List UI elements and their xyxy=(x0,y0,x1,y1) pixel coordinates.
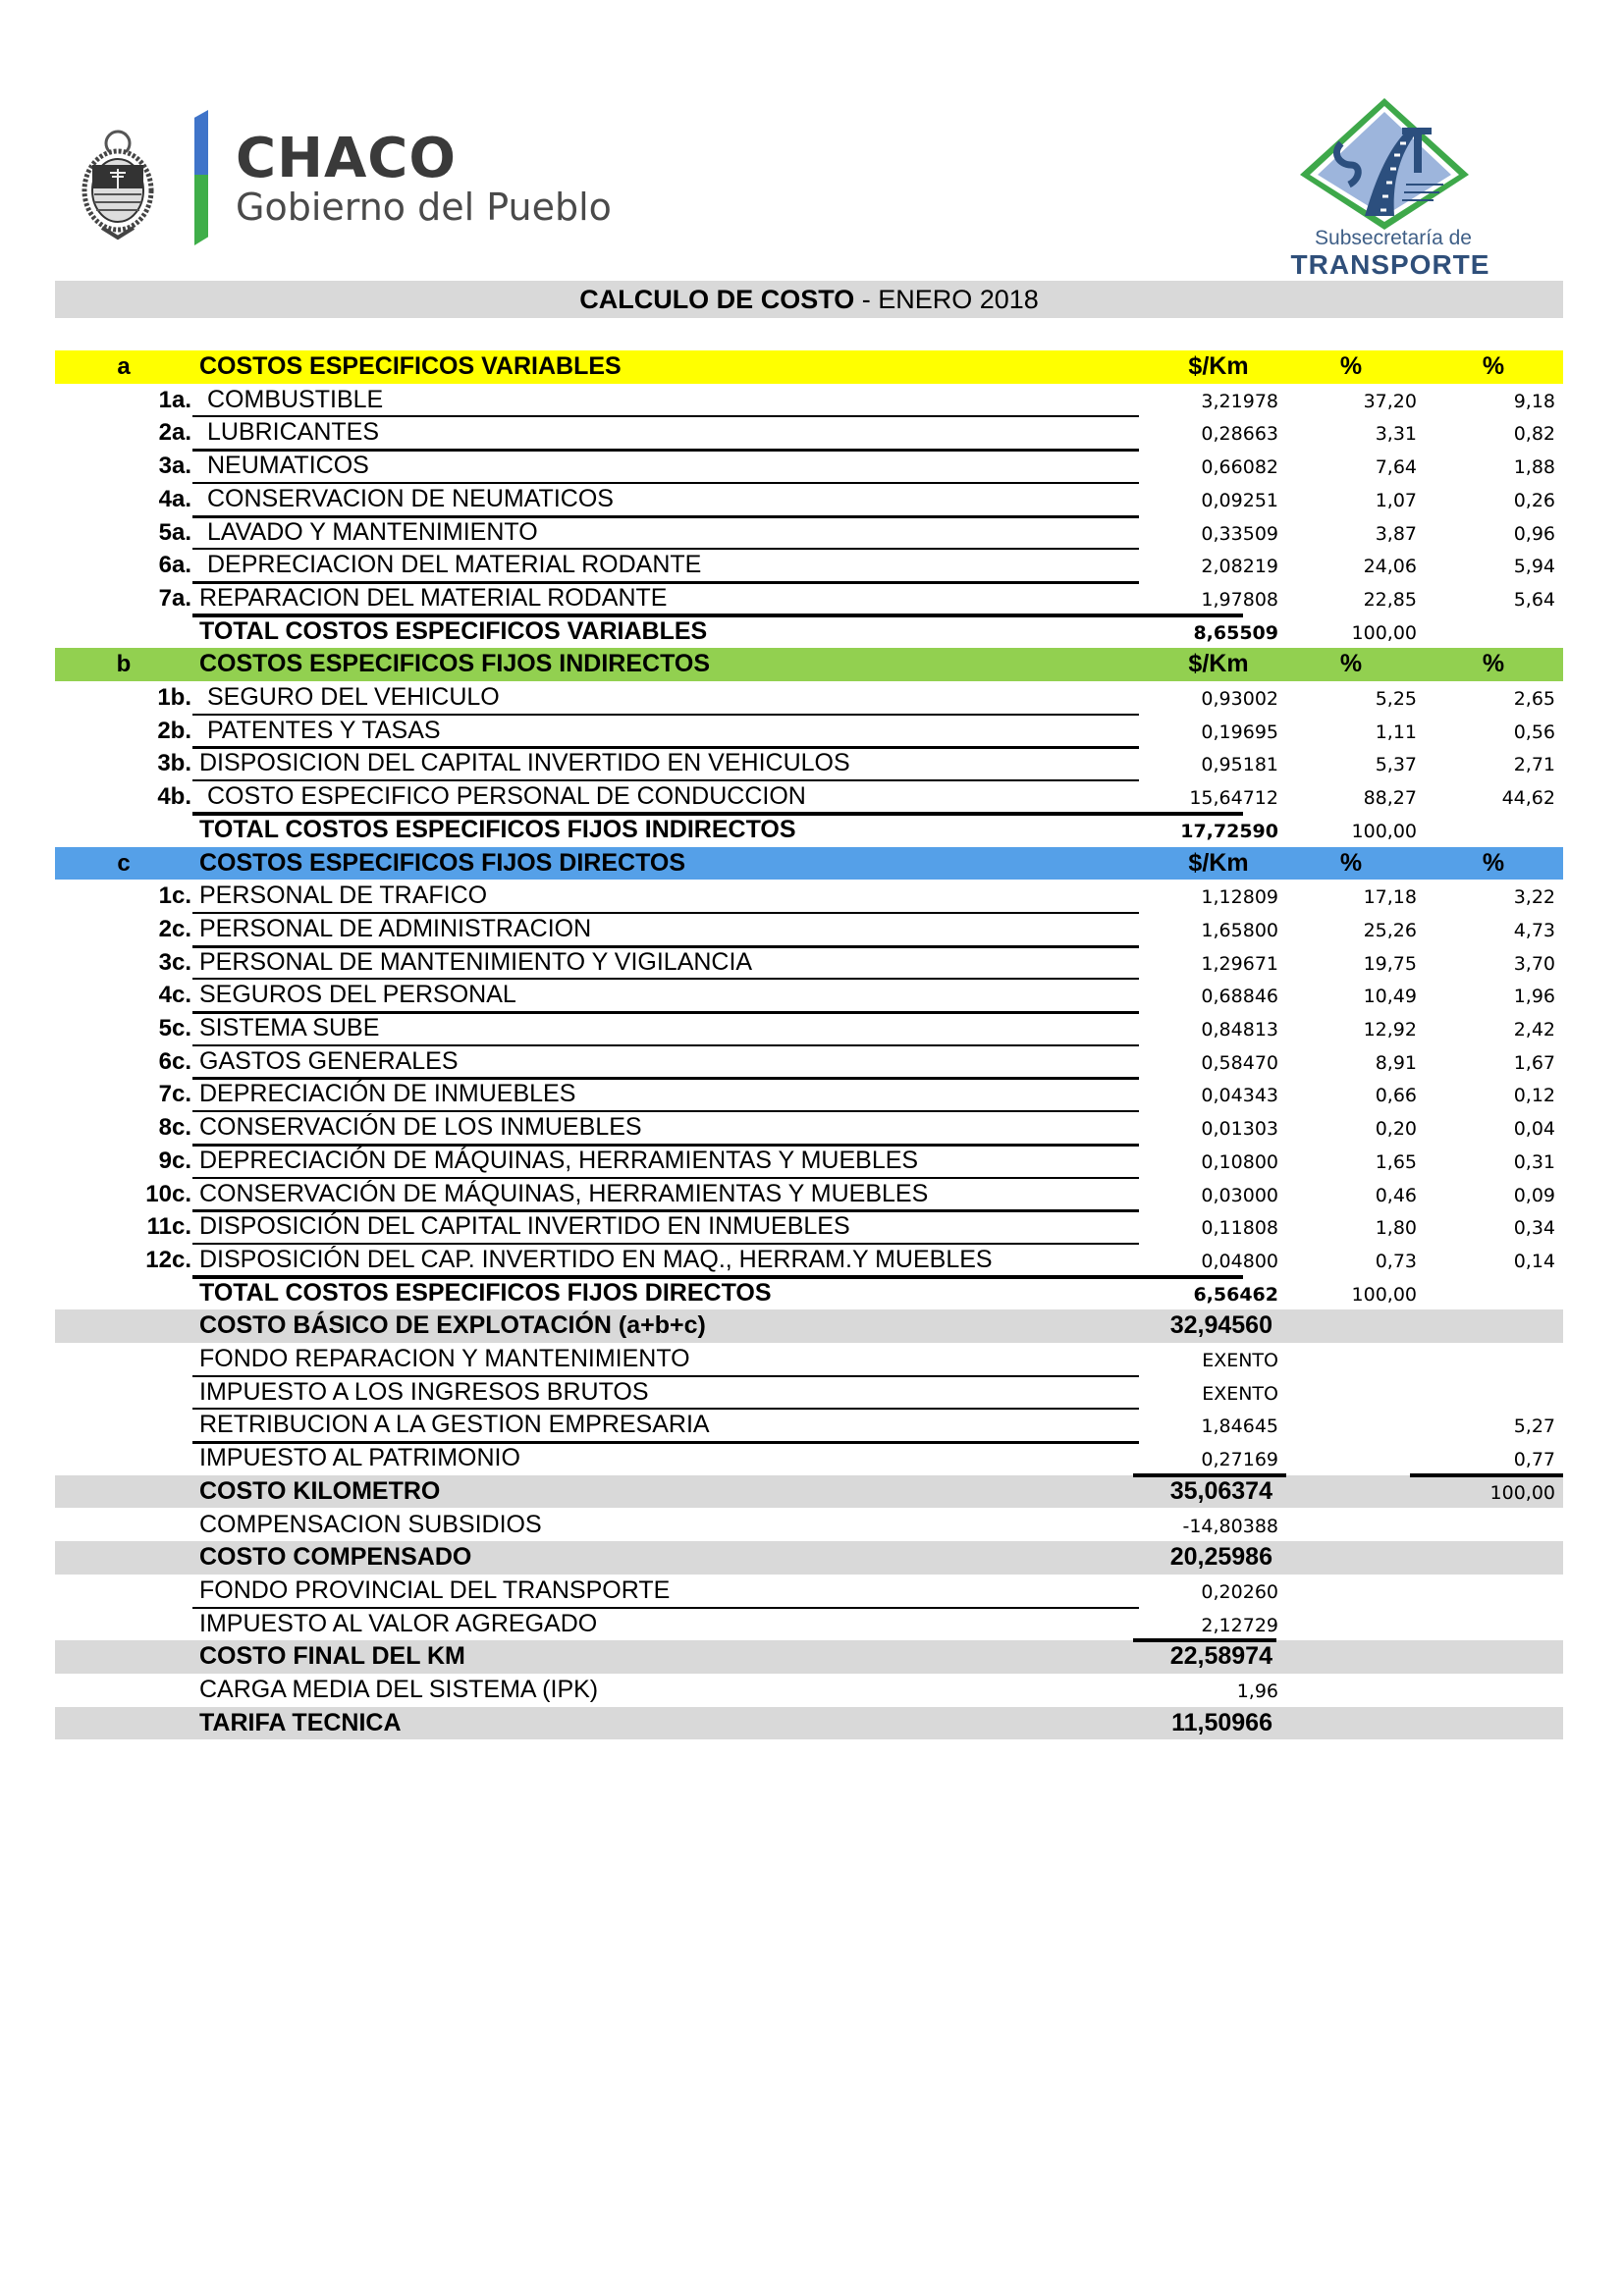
transporte-subtitle: Subsecretaría de xyxy=(1315,227,1472,249)
summary-value: 32,94560 xyxy=(1169,1311,1272,1340)
item-percent-total: 0,96 xyxy=(1513,522,1555,545)
title-period: - ENERO 2018 xyxy=(854,285,1039,314)
total-label: TOTAL COSTOS ESPECIFICOS VARIABLES xyxy=(199,616,708,645)
item-percent-total: 0,12 xyxy=(1513,1085,1555,1107)
item-label: COMBUSTIBLE xyxy=(207,385,384,413)
item-cost-per-km: 0,33509 xyxy=(1201,522,1278,545)
item-percent: 5,25 xyxy=(1375,688,1417,710)
item-percent: 1,07 xyxy=(1375,489,1417,511)
table-row xyxy=(55,747,1563,780)
summary-row-iva xyxy=(55,1608,1563,1641)
row-divider xyxy=(192,1011,1139,1014)
item-percent-total: 3,22 xyxy=(1513,886,1555,909)
sst-road-emblem-icon xyxy=(1296,94,1473,232)
item-code: 7c. xyxy=(158,1081,191,1108)
item-percent: 0,46 xyxy=(1375,1184,1417,1206)
row-divider xyxy=(192,779,1139,781)
item-label: PERSONAL DE MANTENIMIENTO Y VIGILANCIA xyxy=(199,947,753,976)
summary-row-retribucion xyxy=(55,1409,1563,1442)
summary-row-costo-basico xyxy=(55,1309,1563,1343)
item-percent: 3,31 xyxy=(1375,423,1417,446)
table-row xyxy=(55,384,1563,417)
item-cost-per-km: 0,09251 xyxy=(1201,489,1278,511)
row-divider xyxy=(192,1243,1139,1245)
item-code: 2c. xyxy=(158,915,191,942)
item-code: 12c. xyxy=(145,1246,191,1273)
item-percent: 0,66 xyxy=(1375,1085,1417,1107)
summary-label: IMPUESTO AL VALOR AGREGADO xyxy=(199,1609,598,1637)
item-cost-per-km: 0,84813 xyxy=(1201,1019,1278,1041)
item-label: DEPRECIACION DEL MATERIAL RODANTE xyxy=(207,551,702,579)
item-percent: 12,92 xyxy=(1363,1019,1417,1041)
item-code: 3c. xyxy=(158,948,191,976)
item-code: 8c. xyxy=(158,1114,191,1142)
summary-label: COSTO KILOMETRO xyxy=(199,1476,441,1505)
summary-row-costo-km xyxy=(55,1475,1563,1509)
item-code: 4c. xyxy=(158,982,191,1009)
item-percent: 19,75 xyxy=(1363,952,1417,975)
item-cost-per-km: 0,93002 xyxy=(1201,688,1278,710)
item-cost-per-km: 1,12809 xyxy=(1201,886,1278,909)
row-divider xyxy=(192,1077,1139,1080)
total-percent: 100,00 xyxy=(1351,820,1417,842)
item-label: NEUMATICOS xyxy=(207,452,369,480)
item-percent: 1,80 xyxy=(1375,1217,1417,1240)
summary-row-costo-final xyxy=(55,1640,1563,1674)
section-title: COSTOS ESPECIFICOS VARIABLES xyxy=(199,352,622,380)
summary-label: COSTO COMPENSADO xyxy=(199,1543,472,1572)
row-divider xyxy=(192,1110,1139,1112)
table-row xyxy=(55,1145,1563,1178)
summary-value: 0,27169 xyxy=(1201,1449,1278,1471)
total-rule xyxy=(192,812,1243,816)
summary-row-patrimonio xyxy=(55,1442,1563,1475)
item-percent-total: 0,82 xyxy=(1513,423,1555,446)
total-rule xyxy=(1410,1473,1563,1477)
item-percent-total: 44,62 xyxy=(1501,787,1555,810)
chaco-color-bar xyxy=(194,110,210,247)
total-cost-per-km: 6,56462 xyxy=(1193,1283,1278,1306)
summary-label: RETRIBUCION A LA GESTION EMPRESARIA xyxy=(199,1411,710,1439)
row-divider xyxy=(192,1209,1139,1212)
item-cost-per-km: 0,95181 xyxy=(1201,754,1278,776)
table-row xyxy=(55,416,1563,450)
item-percent: 3,87 xyxy=(1375,522,1417,545)
total-label: TOTAL COSTOS ESPECIFICOS FIJOS DIRECTOS xyxy=(199,1278,772,1307)
table-row xyxy=(55,681,1563,715)
section-header-b xyxy=(55,648,1563,681)
item-label: PERSONAL DE TRAFICO xyxy=(199,881,488,910)
item-percent-total: 1,67 xyxy=(1513,1051,1555,1074)
column-header-percent: % xyxy=(1339,352,1363,380)
total-rule xyxy=(192,1275,1243,1279)
item-code: 4a. xyxy=(158,485,191,512)
table-row xyxy=(55,880,1563,913)
table-row xyxy=(55,549,1563,582)
row-divider xyxy=(192,581,1139,584)
item-label: DISPOSICION DEL CAPITAL INVERTIDO EN VEHICULOS xyxy=(199,749,850,777)
item-percent-total: 5,64 xyxy=(1513,588,1555,611)
item-label: CONSERVACIÓN DE LOS INMUEBLES xyxy=(199,1113,642,1142)
column-header-percent: % xyxy=(1339,848,1363,877)
item-cost-per-km: 1,65800 xyxy=(1201,919,1278,941)
item-percent: 37,20 xyxy=(1363,390,1417,412)
summary-label: FONDO REPARACION Y MANTENIMIENTO xyxy=(199,1345,690,1372)
item-percent-total: 1,88 xyxy=(1513,456,1555,479)
item-percent-total: 0,14 xyxy=(1513,1250,1555,1272)
item-code: 10c. xyxy=(145,1180,191,1207)
summary-label: COSTO BÁSICO DE EXPLOTACIÓN (a+b+c) xyxy=(199,1311,706,1340)
item-cost-per-km: 0,58470 xyxy=(1201,1051,1278,1074)
summary-row-tarifa xyxy=(55,1707,1563,1740)
summary-label: TARIFA TECNICA xyxy=(199,1708,402,1736)
item-label: COSTO ESPECIFICO PERSONAL DE CONDUCCION xyxy=(207,782,806,811)
item-label: DISPOSICIÓN DEL CAPITAL INVERTIDO EN INMUEBLES xyxy=(199,1212,850,1241)
row-divider xyxy=(192,482,1139,484)
item-percent-total: 0,56 xyxy=(1513,721,1555,743)
summary-value: 1,96 xyxy=(1236,1681,1278,1702)
item-label: SEGUROS DEL PERSONAL xyxy=(199,981,516,1009)
item-percent: 8,91 xyxy=(1375,1051,1417,1074)
provincial-crest-icon xyxy=(77,126,159,241)
item-code: 1b. xyxy=(157,684,191,711)
chaco-title: CHACO xyxy=(236,127,458,190)
item-cost-per-km: 0,04343 xyxy=(1201,1085,1278,1107)
table-row xyxy=(55,1078,1563,1111)
column-header-percent-total: % xyxy=(1482,848,1505,877)
column-header-percent-total: % xyxy=(1482,352,1505,380)
table-row xyxy=(55,516,1563,550)
item-cost-per-km: 2,08219 xyxy=(1201,556,1278,578)
row-divider xyxy=(192,1607,1139,1609)
total-rule xyxy=(192,614,1243,617)
item-percent-total: 2,42 xyxy=(1513,1019,1555,1041)
item-label: DEPRECIACIÓN DE INMUEBLES xyxy=(199,1080,576,1108)
summary-value: 11,50966 xyxy=(1171,1708,1272,1736)
table-row xyxy=(55,1045,1563,1079)
item-cost-per-km: 0,28663 xyxy=(1201,423,1278,446)
item-cost-per-km: 1,29671 xyxy=(1201,952,1278,975)
page-title xyxy=(55,281,1563,318)
total-percent: 100,00 xyxy=(1351,621,1417,644)
item-label: LAVADO Y MANTENIMIENTO xyxy=(207,517,538,546)
summary-row-fondo-provincial xyxy=(55,1575,1563,1608)
item-code: 2b. xyxy=(157,717,191,744)
item-percent: 5,37 xyxy=(1375,754,1417,776)
table-row xyxy=(55,1012,1563,1045)
total-cost-per-km: 8,65509 xyxy=(1193,621,1278,644)
total-cost-per-km: 17,72590 xyxy=(1180,820,1278,842)
table-row xyxy=(55,1178,1563,1211)
row-divider xyxy=(192,746,1139,749)
section-total-a xyxy=(55,615,1563,649)
item-percent-total: 2,65 xyxy=(1513,688,1555,710)
item-percent-total: 0,26 xyxy=(1513,489,1555,511)
section-header-a xyxy=(55,350,1563,384)
summary-value: EXENTO xyxy=(1202,1350,1278,1371)
total-rule xyxy=(1133,1638,1276,1642)
section-letter: c xyxy=(117,849,131,877)
summary-label: FONDO PROVINCIAL DEL TRANSPORTE xyxy=(199,1575,671,1604)
summary-value: 22,58974 xyxy=(1169,1642,1272,1671)
row-divider xyxy=(192,978,1139,980)
section-title: COSTOS ESPECIFICOS FIJOS INDIRECTOS xyxy=(199,650,711,678)
summary-value: 35,06374 xyxy=(1169,1476,1272,1505)
summary-value: 2,12729 xyxy=(1201,1614,1278,1636)
item-percent-total: 5,94 xyxy=(1513,556,1555,578)
item-cost-per-km: 1,97808 xyxy=(1201,588,1278,611)
total-rule xyxy=(1133,1473,1286,1477)
item-percent: 0,73 xyxy=(1375,1250,1417,1272)
summary-row-fondo-reparacion xyxy=(55,1343,1563,1376)
item-percent: 0,20 xyxy=(1375,1118,1417,1141)
item-cost-per-km: 0,66082 xyxy=(1201,456,1278,479)
item-label: GASTOS GENERALES xyxy=(199,1046,459,1075)
item-percent-total: 0,04 xyxy=(1513,1118,1555,1141)
item-percent: 7,64 xyxy=(1375,456,1417,479)
summary-percent-total: 100,00 xyxy=(1489,1481,1555,1504)
item-percent: 17,18 xyxy=(1363,886,1417,909)
column-header-percent-total: % xyxy=(1482,650,1505,678)
summary-label: CARGA MEDIA DEL SISTEMA (IPK) xyxy=(199,1676,599,1703)
item-code: 3b. xyxy=(157,750,191,777)
table-row xyxy=(55,946,1563,980)
section-total-c xyxy=(55,1277,1563,1310)
table-row xyxy=(55,1244,1563,1277)
summary-row-compensacion xyxy=(55,1509,1563,1542)
summary-label: COMPENSACION SUBSIDIOS xyxy=(199,1510,542,1538)
summary-value: EXENTO xyxy=(1202,1382,1278,1405)
summary-percent-total: 5,27 xyxy=(1513,1415,1555,1438)
item-cost-per-km: 0,19695 xyxy=(1201,721,1278,743)
item-percent-total: 3,70 xyxy=(1513,952,1555,975)
item-label: PERSONAL DE ADMINISTRACION xyxy=(199,914,592,942)
item-code: 9c. xyxy=(158,1147,191,1174)
item-code: 5c. xyxy=(158,1015,191,1041)
summary-percent-total: 0,77 xyxy=(1513,1449,1555,1471)
item-percent: 24,06 xyxy=(1363,556,1417,578)
summary-label: IMPUESTO AL PATRIMONIO xyxy=(199,1444,520,1472)
total-label: TOTAL COSTOS ESPECIFICOS FIJOS INDIRECTOS xyxy=(199,815,796,843)
item-label: PATENTES Y TASAS xyxy=(207,716,441,744)
transporte-logo xyxy=(1267,94,1502,281)
row-divider xyxy=(192,515,1139,518)
summary-value: 1,84645 xyxy=(1201,1415,1278,1438)
item-cost-per-km: 0,11808 xyxy=(1201,1217,1278,1240)
item-percent: 1,65 xyxy=(1375,1150,1417,1173)
section-total-b xyxy=(55,814,1563,847)
row-divider xyxy=(192,1177,1139,1179)
item-cost-per-km: 0,03000 xyxy=(1201,1184,1278,1206)
section-letter: a xyxy=(117,353,131,380)
item-label: CONSERVACION DE NEUMATICOS xyxy=(207,484,614,512)
row-divider xyxy=(192,1044,1139,1046)
item-label: LUBRICANTES xyxy=(207,418,380,447)
item-percent: 22,85 xyxy=(1363,588,1417,611)
row-divider xyxy=(192,548,1139,550)
item-code: 5a. xyxy=(158,518,191,546)
item-cost-per-km: 0,04800 xyxy=(1201,1250,1278,1272)
item-code: 1a. xyxy=(158,386,191,413)
summary-value: -14,80388 xyxy=(1182,1515,1278,1537)
summary-row-costo-compensado xyxy=(55,1541,1563,1575)
item-percent-total: 0,34 xyxy=(1513,1217,1555,1240)
table-row xyxy=(55,582,1563,615)
table-row xyxy=(55,715,1563,748)
row-divider xyxy=(192,449,1139,452)
item-cost-per-km: 0,68846 xyxy=(1201,986,1278,1008)
table-row xyxy=(55,483,1563,516)
row-divider xyxy=(192,1144,1139,1147)
row-divider xyxy=(192,945,1139,948)
column-header-cost-per-km: $/Km xyxy=(1188,650,1249,678)
item-percent-total: 0,09 xyxy=(1513,1184,1555,1206)
item-percent: 10,49 xyxy=(1363,986,1417,1008)
item-label: SEGURO DEL VEHICULO xyxy=(207,683,500,711)
item-label: CONSERVACIÓN DE MÁQUINAS, HERRAMIENTAS Y MUEBLES xyxy=(199,1179,929,1207)
section-letter: b xyxy=(116,651,132,678)
table-row xyxy=(55,1111,1563,1145)
table-row xyxy=(55,913,1563,946)
summary-label: IMPUESTO A LOS INGRESOS BRUTOS xyxy=(199,1377,649,1406)
row-divider xyxy=(192,714,1139,716)
item-percent: 1,11 xyxy=(1375,721,1417,743)
item-code: 4b. xyxy=(157,783,191,811)
row-divider xyxy=(192,912,1139,914)
item-code: 6c. xyxy=(158,1047,191,1075)
table-row xyxy=(55,780,1563,814)
table-row xyxy=(55,979,1563,1012)
chaco-logo xyxy=(77,110,646,257)
item-cost-per-km: 15,64712 xyxy=(1189,787,1278,810)
item-percent-total: 2,71 xyxy=(1513,754,1555,776)
item-code: 3a. xyxy=(158,453,191,480)
chaco-subtitle: Gobierno del Pueblo xyxy=(236,186,612,229)
total-percent: 100,00 xyxy=(1351,1283,1417,1306)
item-code: 2a. xyxy=(158,419,191,447)
summary-label: COSTO FINAL DEL KM xyxy=(199,1642,465,1671)
item-cost-per-km: 3,21978 xyxy=(1201,390,1278,412)
section-title: COSTOS ESPECIFICOS FIJOS DIRECTOS xyxy=(199,848,686,877)
summary-value: 0,20260 xyxy=(1201,1580,1278,1603)
summary-value: 20,25986 xyxy=(1169,1543,1272,1572)
item-label: DISPOSICIÓN DEL CAP. INVERTIDO EN MAQ., HERRAM.Y MUEBLES xyxy=(199,1245,993,1273)
row-divider xyxy=(192,415,1139,417)
column-header-percent: % xyxy=(1339,650,1363,678)
row-divider xyxy=(192,1441,1139,1444)
row-divider xyxy=(192,1375,1139,1377)
section-header-c xyxy=(55,847,1563,881)
item-code: 1c. xyxy=(158,882,191,910)
transporte-title: TRANSPORTE xyxy=(1290,249,1490,280)
item-label: DEPRECIACIÓN DE MÁQUINAS, HERRAMIENTAS Y MUEBLES xyxy=(199,1146,919,1174)
row-divider xyxy=(192,1408,1139,1410)
item-code: 7a. xyxy=(158,584,191,612)
item-cost-per-km: 0,10800 xyxy=(1201,1150,1278,1173)
title-main: CALCULO DE COSTO xyxy=(579,285,855,314)
item-percent-total: 0,31 xyxy=(1513,1150,1555,1173)
summary-row-ipk xyxy=(55,1674,1563,1707)
table-row xyxy=(55,1210,1563,1244)
item-label: SISTEMA SUBE xyxy=(199,1014,380,1041)
item-cost-per-km: 0,01303 xyxy=(1201,1118,1278,1141)
table-row xyxy=(55,450,1563,483)
summary-row-ingresos-brutos xyxy=(55,1376,1563,1410)
item-percent: 25,26 xyxy=(1363,919,1417,941)
item-code: 11c. xyxy=(146,1213,191,1241)
item-percent-total: 9,18 xyxy=(1513,390,1555,412)
item-percent-total: 1,96 xyxy=(1513,986,1555,1008)
item-percent-total: 4,73 xyxy=(1513,919,1555,941)
item-label: REPARACION DEL MATERIAL RODANTE xyxy=(199,583,668,612)
item-code: 6a. xyxy=(158,552,191,579)
column-header-cost-per-km: $/Km xyxy=(1188,848,1249,877)
column-header-cost-per-km: $/Km xyxy=(1188,352,1249,380)
item-percent: 88,27 xyxy=(1363,787,1417,810)
